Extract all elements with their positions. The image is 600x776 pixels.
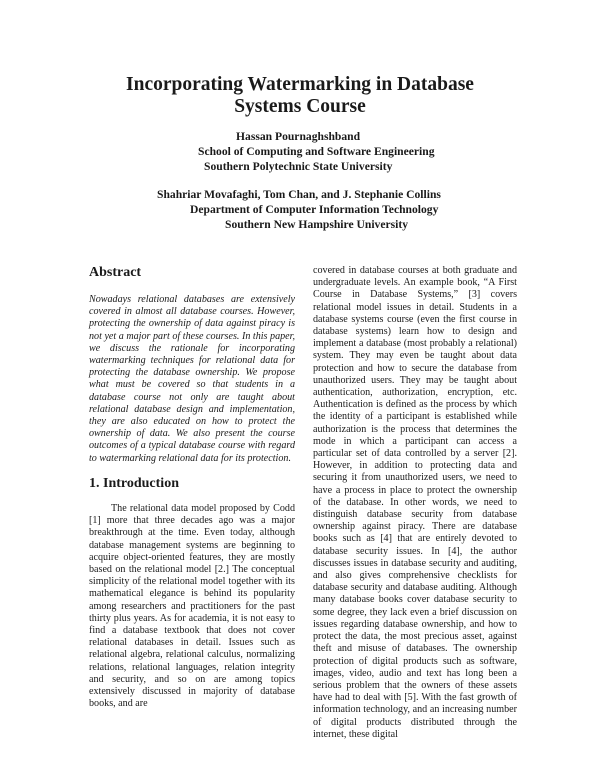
abstract-paragraph: Nowadays relational databases are extensively covered in almost all database courses. However, protecting the ownership of data against piracy is not yet a major part of these courses. In this paper, we discuss the rationale for incorporating watermarking techniques for relational data for protecting the database ownership. We propose what must be covered so that students in a database course not only are taught about relational database design and implementation, they are also educated on how to protect the ownership of data. We also present the course outcomes of a typical database course with regard to watermarking relational data for its protection.	[89, 294, 295, 464]
author-name-1: Hassan Pournaghshband	[236, 130, 361, 143]
affiliation-2-dept: Department of Computer Information Technology	[190, 203, 439, 216]
affiliation-2-univ: Southern New Hampshire University	[225, 218, 409, 231]
paper-title	[60, 74, 540, 118]
abstract-heading: Abstract	[89, 265, 142, 280]
affiliation-1-univ: Southern Polytechnic State University	[204, 160, 393, 173]
affiliation-1-dept: School of Computing and Software Engineering	[198, 145, 435, 158]
introduction-heading: 1. Introduction	[89, 476, 179, 491]
introduction-paragraph: The relational data model proposed by Codd [1] more that three decades ago was a major breakthrough at the time. Even today, although database management systems are beginning to acquire object-oriented features, they are mostly based on the relational model [2.] The conceptual simplicity of the relational model together with its mathematical elegance is behind its popularity among researchers and practitioners for the past thirty plus years. As for academia, it is not easy to find a database textbook that does not cover relational databases in detail. Issues such as relational algebra, relational calculus, normalizing relations, relational languages, relation integrity and security, and so on are among topics extensively discussed in majority of database books, and are	[89, 503, 295, 710]
right-column-body	[313, 265, 517, 741]
title-line-2: Systems Course	[234, 96, 366, 117]
abstract-body	[89, 294, 295, 465]
right-column-paragraph: covered in database courses at both graduate and undergraduate levels. An example book, “A First Course in Database Systems,” [3] covers relational model issues in detail. Students in a database systems course (even the first course in database systems) learn how to design and implement a database (most probably a relational) system. They may even be taught about data protection and how to secure the database from unauthorized users. They may be taught about authentication, authorization, encryption, etc. Authentication is defined as the process by which the identity of a participant is established while authorization is the process that determines the mode in which a participant can access a particular set of data controlled by a server [2]. However, in addition to protecting data and securing it from unauthorized users, we need to have a process in place to protect the ownership of the database. In other words, we need to distinguish database security from database ownership against piracy. There are database books such as [4] that are entirely devoted to database security issues. In [4], the author discusses issues in database security and auditing, and also gives comprehensive checklists for database security and database auditing. Although many database books cover database security to some degree, they lack even a brief discussion on issues regarding database ownership, and how to protect the data, the most precious asset, against theft and misuse of databases. The ownership protection of digital products such as software, images, video, audio and text has long been a serious problem that the owners of these assets have had to deal with [5]. With the fast growth of information technology, and an increasing number of digital products distributed through the internet, these digital	[313, 265, 517, 740]
author-names-2: Shahriar Movafaghi, Tom Chan, and J. Stephanie Collins	[157, 188, 441, 201]
introduction-body	[89, 503, 295, 710]
title-line-1: Incorporating Watermarking in Database	[126, 74, 474, 95]
